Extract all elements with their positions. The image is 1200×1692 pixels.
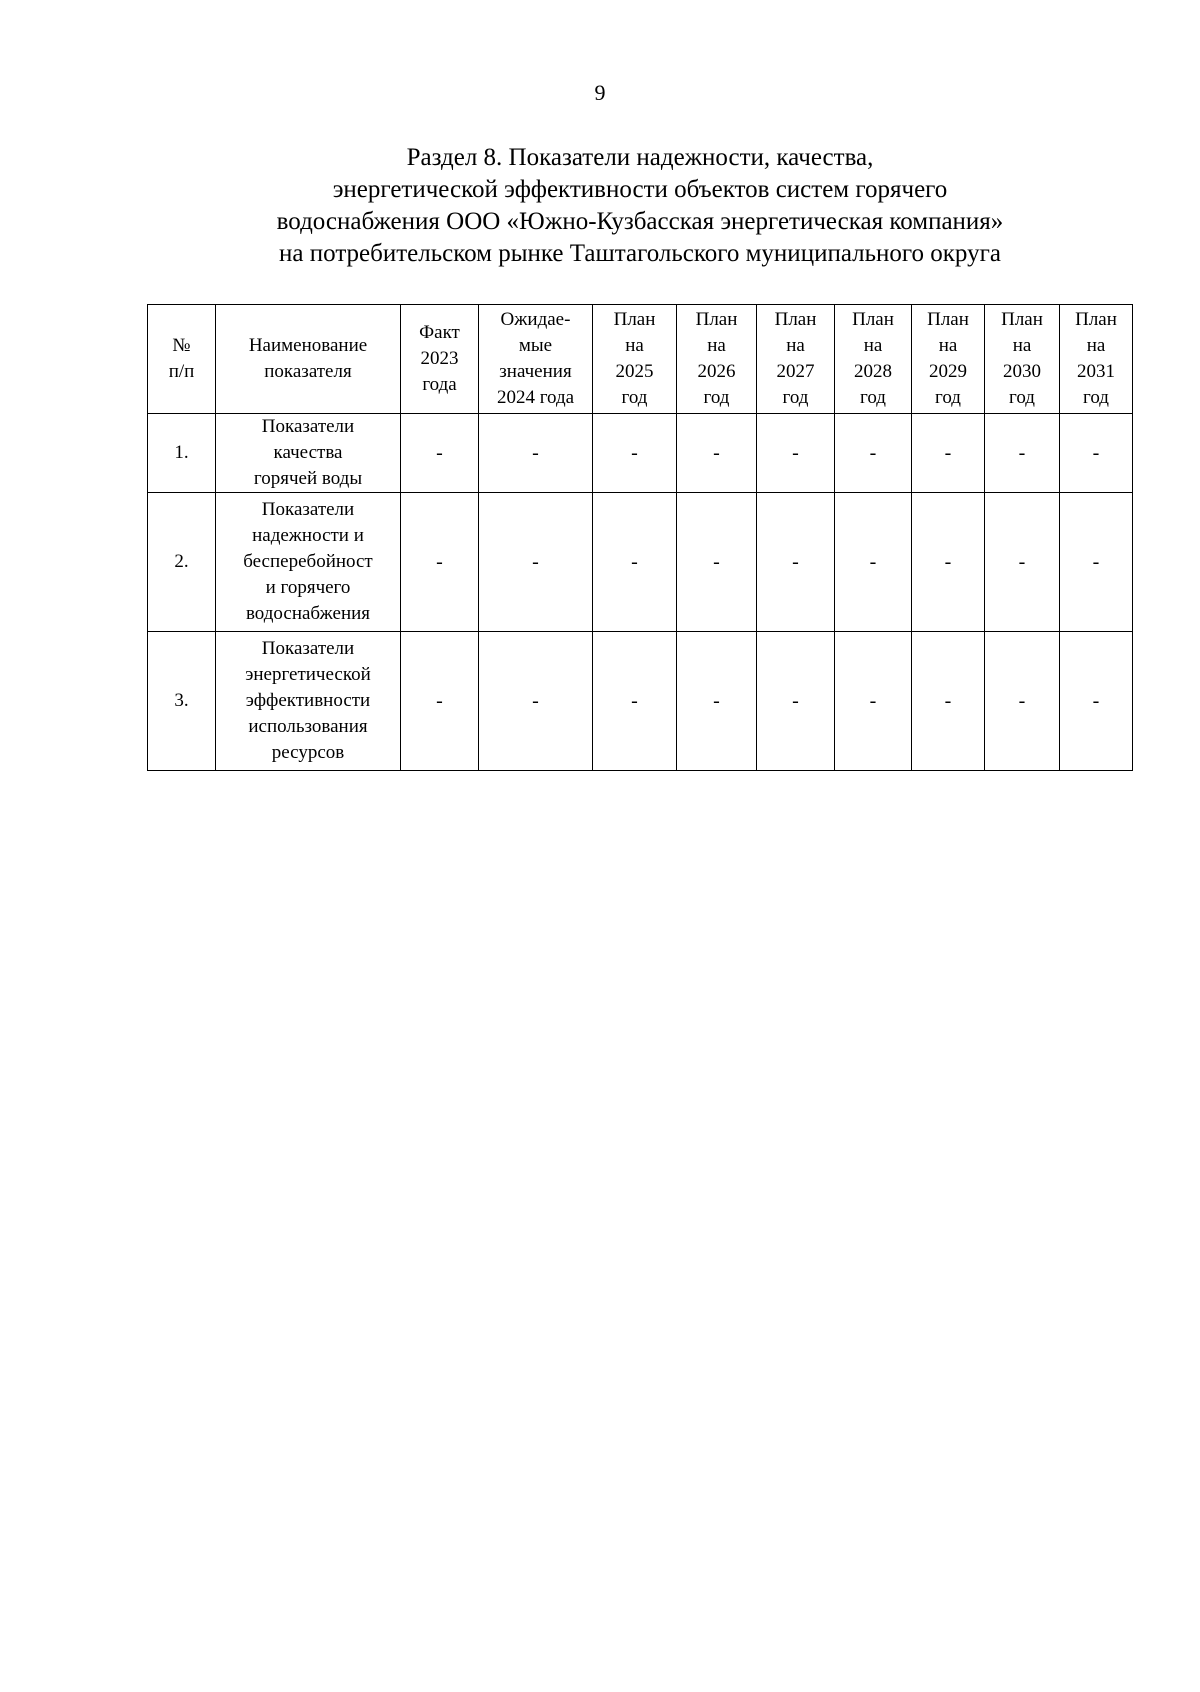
- value-expected-2024: -: [479, 414, 593, 493]
- header-number: № п/п: [148, 305, 216, 414]
- indicator-name: Показатели энергетической эффективности использования ресурсов: [216, 632, 401, 771]
- value-plan-2027: -: [757, 414, 835, 493]
- indicator-name: Показатели качества горячей воды: [216, 414, 401, 493]
- value-plan-2025: -: [593, 632, 677, 771]
- row-number: 3.: [148, 632, 216, 771]
- value-plan-2028: -: [835, 493, 912, 632]
- row-number: 1.: [148, 414, 216, 493]
- indicator-name: Показатели надежности и бесперебойност и горячего водоснабжения: [216, 493, 401, 632]
- header-plan-2026: План на 2026 год: [677, 305, 757, 414]
- header-plan-2031: План на 2031 год: [1060, 305, 1133, 414]
- table-row: [148, 493, 1133, 632]
- header-plan-2025: План на 2025 год: [593, 305, 677, 414]
- section-title-line-4: на потребительском рынке Таштагольского муниципального округа: [279, 240, 1001, 267]
- header-expected-2024: Ожидае- мые значения 2024 года: [479, 305, 593, 414]
- section-title-line-3: водоснабжения ООО «Южно-Кузбасская энергетическая компания»: [276, 208, 1004, 235]
- page-number: 9: [594, 80, 606, 105]
- value-plan-2028: -: [835, 632, 912, 771]
- value-plan-2031: -: [1060, 493, 1133, 632]
- table-row: [148, 632, 1133, 771]
- value-plan-2027: -: [757, 632, 835, 771]
- header-plan-2027: План на 2027 год: [757, 305, 835, 414]
- value-plan-2030: -: [985, 493, 1060, 632]
- header-plan-2028: План на 2028 год: [835, 305, 912, 414]
- value-fact-2023: -: [401, 493, 479, 632]
- value-plan-2029: -: [912, 632, 985, 771]
- value-fact-2023: -: [401, 414, 479, 493]
- row-number: 2.: [148, 493, 216, 632]
- value-plan-2028: -: [835, 414, 912, 493]
- section-title: [140, 142, 1140, 270]
- value-plan-2029: -: [912, 493, 985, 632]
- section-title-line-1: Раздел 8. Показатели надежности, качества,: [406, 144, 874, 171]
- section-title-line-2: энергетической эффективности объектов систем горячего: [332, 176, 948, 203]
- value-plan-2026: -: [677, 414, 757, 493]
- value-fact-2023: -: [401, 632, 479, 771]
- value-plan-2027: -: [757, 493, 835, 632]
- value-plan-2026: -: [677, 493, 757, 632]
- value-plan-2025: -: [593, 493, 677, 632]
- indicators-table: [147, 304, 1133, 771]
- table-header-row: [148, 305, 1133, 414]
- value-plan-2031: -: [1060, 414, 1133, 493]
- value-plan-2030: -: [985, 632, 1060, 771]
- header-indicator-name: Наименование показателя: [216, 305, 401, 414]
- value-expected-2024: -: [479, 632, 593, 771]
- header-plan-2029: План на 2029 год: [912, 305, 985, 414]
- value-plan-2031: -: [1060, 632, 1133, 771]
- value-plan-2030: -: [985, 414, 1060, 493]
- header-fact-2023: Факт 2023 года: [401, 305, 479, 414]
- value-plan-2026: -: [677, 632, 757, 771]
- header-plan-2030: План на 2030 год: [985, 305, 1060, 414]
- table-row: [148, 414, 1133, 493]
- value-plan-2029: -: [912, 414, 985, 493]
- value-plan-2025: -: [593, 414, 677, 493]
- value-expected-2024: -: [479, 493, 593, 632]
